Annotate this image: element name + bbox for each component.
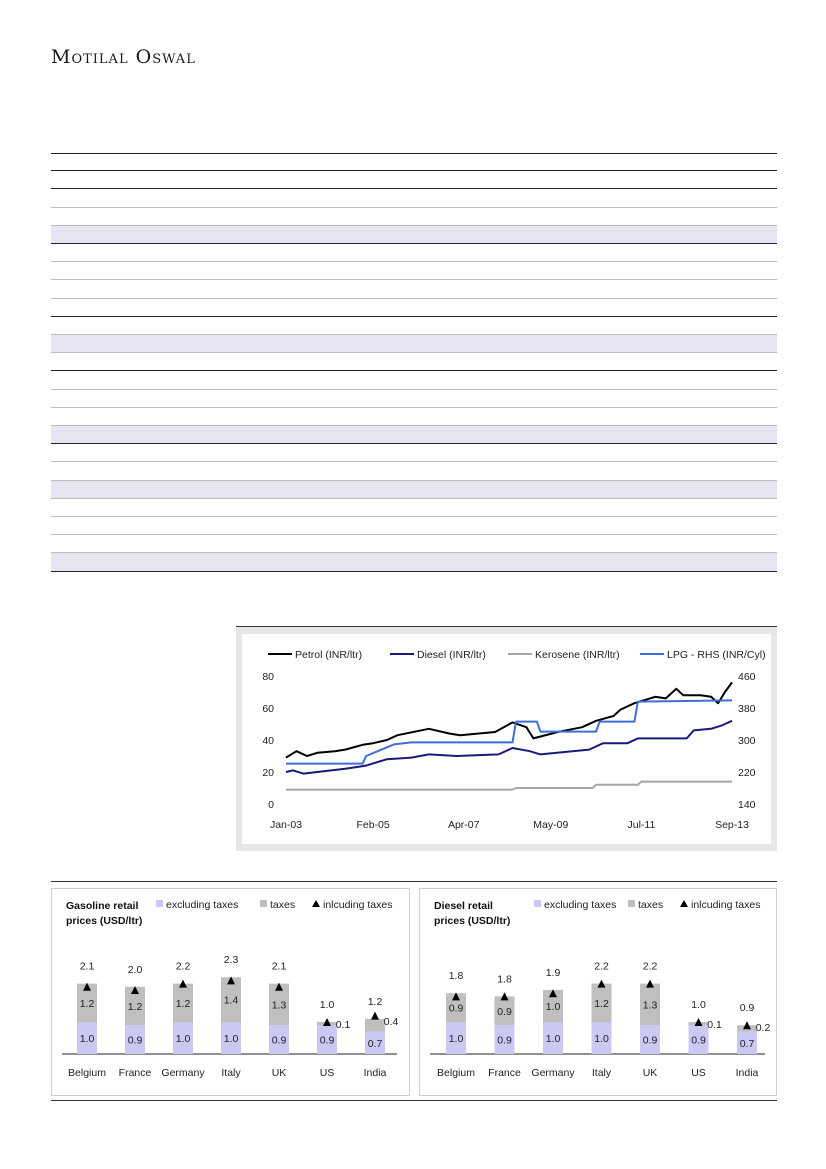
- bar-label-taxes: 1.2: [79, 997, 95, 1010]
- bar-label-total: 2.2: [594, 960, 609, 973]
- bar-label-total: 2.1: [271, 960, 287, 973]
- bar-label-taxes: 1.2: [175, 997, 191, 1010]
- x-tick-label: Feb-05: [356, 819, 390, 831]
- bar-label-total: 1.2: [367, 995, 383, 1008]
- y-right-tick-label: 300: [738, 735, 756, 747]
- fuel-price-chart-frame: [236, 626, 777, 851]
- bar-label-total: 1.9: [545, 967, 561, 979]
- bar-label-excluding: 0.9: [271, 1034, 287, 1047]
- y-left-tick-label: 20: [262, 767, 274, 779]
- bar-label-excluding: 0.9: [691, 1034, 706, 1047]
- category-label: India: [735, 1067, 759, 1079]
- bar-label-excluding: 0.9: [319, 1034, 335, 1047]
- category-label: Belgium: [437, 1067, 475, 1079]
- bar-label-excluding: 1.0: [79, 1033, 95, 1045]
- fuel-price-line-chart: [242, 634, 771, 844]
- legend-marker-including: [680, 900, 688, 907]
- bar-label-taxes: 0.1: [707, 1019, 722, 1031]
- bar-label-taxes: 0.4: [383, 1015, 399, 1028]
- x-tick-label: Jul-11: [627, 819, 656, 831]
- table-row: [51, 499, 777, 517]
- table-row: [51, 189, 777, 207]
- category-label: US: [319, 1067, 335, 1079]
- legend-label: excluding taxes: [544, 899, 617, 911]
- legend-label: Kerosene (INR/ltr): [535, 649, 620, 661]
- bar-label-taxes: 1.3: [271, 999, 287, 1012]
- table-row: [51, 226, 777, 244]
- bar-label-excluding: 0.9: [642, 1034, 658, 1047]
- legend-label: inlcuding taxes: [691, 899, 761, 911]
- x-tick-label: Apr-07: [447, 819, 480, 831]
- bar-label-total: 1.8: [448, 970, 464, 983]
- y-left-tick-label: 80: [262, 671, 274, 683]
- table-row: [51, 426, 777, 444]
- bar-label-total: 2.2: [175, 960, 191, 973]
- lpg-series-line: [286, 700, 732, 763]
- category-label: US: [691, 1067, 706, 1079]
- legend-swatch-excluding: [156, 900, 163, 907]
- panel-bottom-rule: [51, 1100, 777, 1101]
- chart-title-line-2: prices (USD/ltr): [66, 915, 143, 927]
- legend-label: excluding taxes: [166, 899, 239, 911]
- chart-title-line-1: Gasoline retail: [66, 900, 139, 912]
- legend-marker-including: [312, 900, 320, 907]
- marker-including-taxes: [179, 980, 187, 988]
- legend-swatch-taxes: [628, 900, 635, 907]
- legend-label: LPG - RHS (INR/Cyl): [667, 649, 766, 661]
- bar-label-taxes: 1.3: [642, 999, 658, 1012]
- bar-label-excluding: 1.0: [545, 1033, 561, 1045]
- table-row: [51, 481, 777, 499]
- category-label: Germany: [161, 1067, 205, 1079]
- petrol-series-line: [286, 682, 732, 757]
- table-row: [51, 553, 777, 571]
- diesel-retail-price-chart: [420, 889, 776, 1095]
- y-left-tick-label: 60: [262, 703, 274, 715]
- marker-including-taxes: [598, 980, 606, 988]
- category-label: UK: [642, 1067, 658, 1079]
- bar-label-taxes: 1.0: [545, 1001, 561, 1013]
- table-row: [51, 408, 777, 426]
- legend-swatch-taxes: [260, 900, 267, 907]
- bar-label-taxes: 1.2: [127, 1001, 143, 1013]
- x-tick-label: May-09: [533, 819, 569, 831]
- table-row: [51, 280, 777, 298]
- bar-label-total: 0.9: [739, 1002, 755, 1015]
- legend-label: taxes: [638, 899, 664, 911]
- table-row: [51, 299, 777, 317]
- company-logo: Motilal Oswal: [51, 46, 196, 68]
- bar-label-taxes: 1.2: [594, 997, 609, 1010]
- gasoline-retail-price-chart: [52, 889, 409, 1095]
- marker-including-taxes: [743, 1021, 751, 1029]
- table-row: [51, 462, 777, 480]
- category-label: Italy: [221, 1067, 241, 1079]
- marker-including-taxes: [371, 1012, 379, 1020]
- table-row: [51, 244, 777, 262]
- bar-label-excluding: 0.9: [497, 1034, 512, 1047]
- bar-label-excluding: 1.0: [223, 1033, 239, 1045]
- bar-label-taxes: 0.9: [448, 1002, 464, 1015]
- chart-title-line-1: Diesel retail: [434, 900, 493, 912]
- bar-label-total: 1.0: [691, 999, 706, 1011]
- table-row: [51, 335, 777, 353]
- bar-label-excluding: 1.0: [175, 1033, 191, 1045]
- table-row: [51, 153, 777, 171]
- marker-including-taxes: [646, 980, 654, 988]
- bar-label-total: 2.3: [223, 954, 239, 967]
- y-right-tick-label: 380: [738, 703, 756, 715]
- y-left-tick-label: 40: [262, 735, 274, 747]
- table-row: [51, 317, 777, 335]
- table-row: [51, 171, 777, 189]
- x-tick-label: Jan-03: [269, 819, 303, 831]
- bar-label-taxes: 1.4: [223, 994, 239, 1007]
- category-label: India: [363, 1067, 387, 1079]
- data-table: [51, 0, 777, 600]
- table-row: [51, 353, 777, 371]
- bar-label-taxes: 0.9: [497, 1005, 512, 1018]
- x-tick-label: Sep-13: [715, 819, 749, 831]
- y-right-tick-label: 220: [738, 767, 756, 779]
- panel-top-rule: [51, 881, 777, 882]
- bar-label-total: 2.2: [642, 960, 658, 973]
- table-row: [51, 208, 777, 226]
- gasoline-panel: [51, 888, 410, 1096]
- category-label: Germany: [531, 1067, 575, 1079]
- bar-label-excluding: 0.7: [367, 1037, 383, 1050]
- category-label: Belgium: [68, 1067, 106, 1079]
- bar-label-excluding: 1.0: [594, 1033, 609, 1045]
- bar-label-total: 1.0: [319, 999, 335, 1011]
- bar-label-excluding: 1.0: [448, 1033, 464, 1045]
- table-row: [51, 517, 777, 535]
- bar-taxes: [365, 1019, 385, 1032]
- y-right-tick-label: 140: [738, 799, 756, 811]
- legend-swatch-excluding: [534, 900, 541, 907]
- y-right-tick-label: 460: [738, 671, 756, 683]
- bar-label-total: 2.1: [79, 960, 95, 973]
- bar-label-excluding: 0.7: [739, 1037, 755, 1050]
- bar-label-excluding: 0.9: [127, 1034, 143, 1047]
- legend-label: Petrol (INR/ltr): [295, 649, 363, 661]
- table-row: [51, 444, 777, 462]
- chart-title-line-2: prices (USD/ltr): [434, 915, 511, 927]
- bar-label-total: 1.8: [497, 973, 512, 986]
- table-row: [51, 371, 777, 389]
- category-label: UK: [271, 1067, 287, 1079]
- legend-label: Diesel (INR/ltr): [417, 649, 486, 661]
- bar-label-total: 2.0: [127, 963, 143, 976]
- bar-label-taxes: 0.2: [755, 1022, 771, 1035]
- legend-label: taxes: [270, 899, 296, 911]
- category-label: France: [488, 1067, 521, 1079]
- kerosene-series-line: [286, 782, 732, 790]
- diesel-panel: [419, 888, 777, 1096]
- table-row: [51, 262, 777, 280]
- bar-label-taxes: 0.1: [335, 1019, 351, 1031]
- category-label: France: [118, 1067, 152, 1079]
- table-row: [51, 390, 777, 408]
- table-row: [51, 535, 777, 553]
- category-label: Italy: [591, 1067, 612, 1079]
- legend-label: inlcuding taxes: [323, 899, 393, 911]
- y-left-tick-label: 0: [268, 799, 274, 811]
